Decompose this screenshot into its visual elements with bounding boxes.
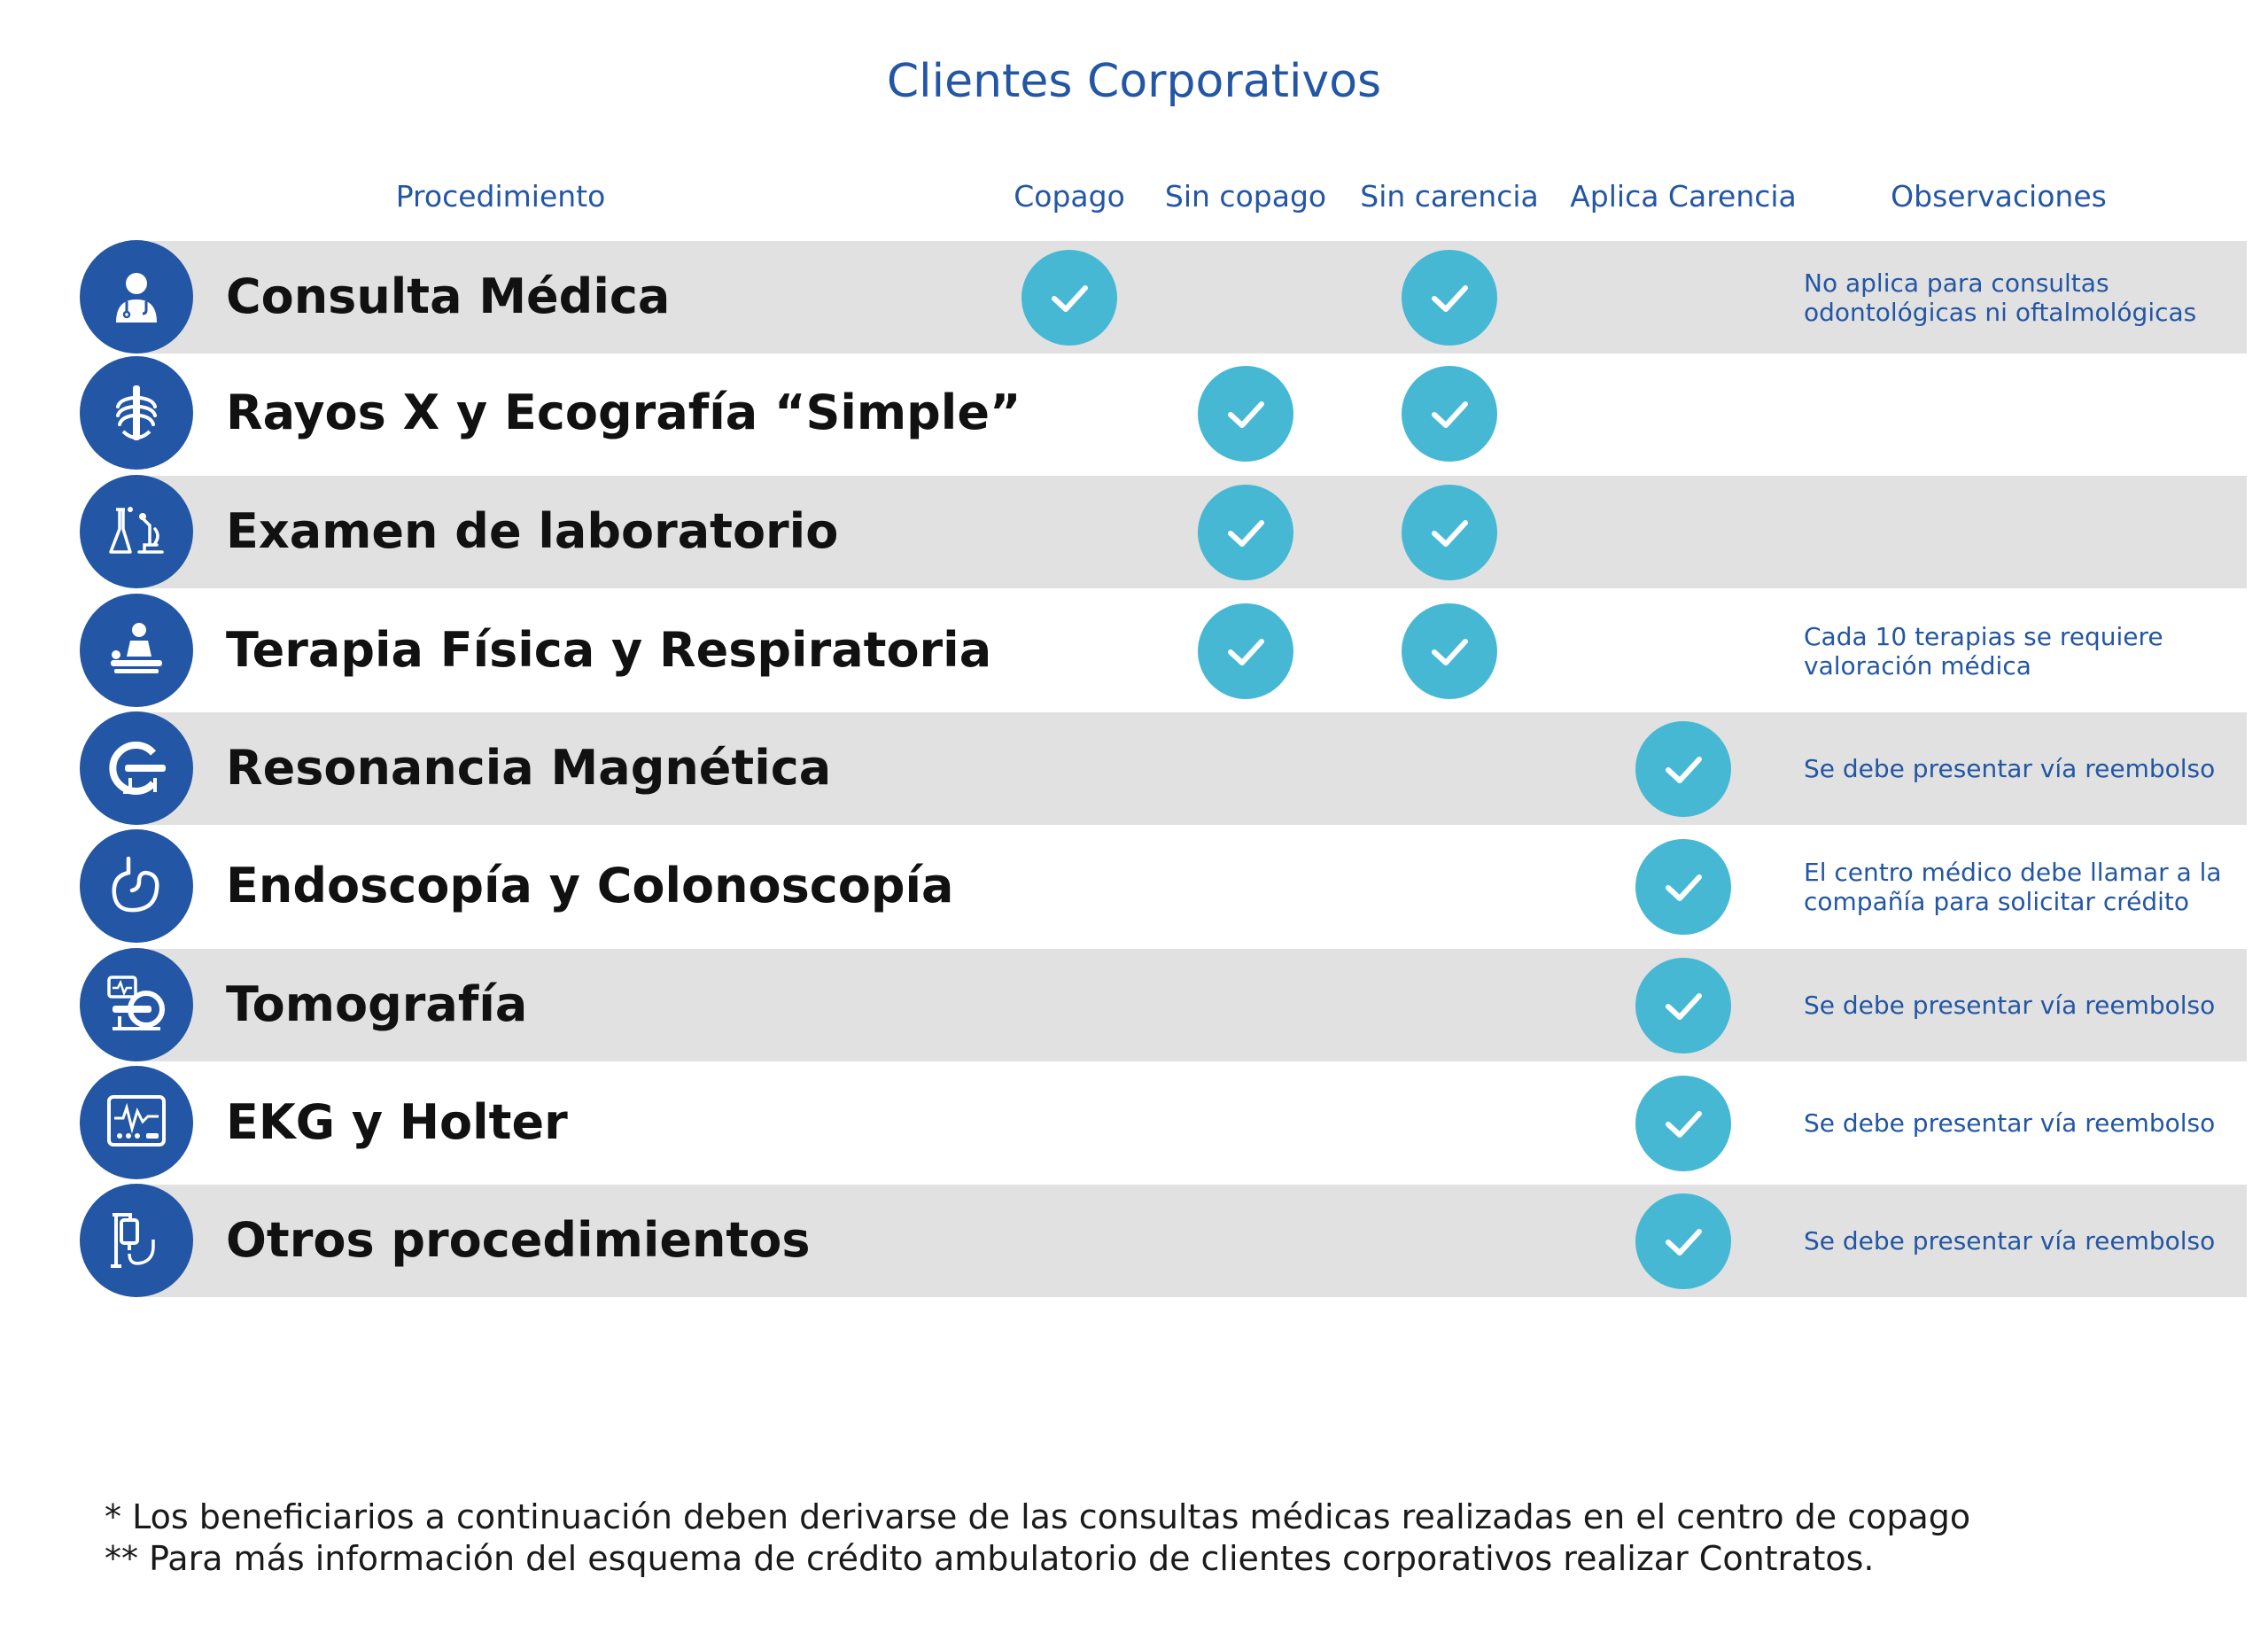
check-icon-sin-copago [1198,485,1293,580]
procedure-name: Rayos X y Ecografía “Simple” [226,385,1021,440]
procedure-name: EKG y Holter [226,1094,568,1150]
header-copago: Copago [1014,179,1125,214]
observation-text: Se debe presentar vía reembolso [1804,754,2216,783]
observation-text: Se debe presentar vía reembolso [1804,1108,2216,1138]
check-icon-sin-carencia [1402,250,1497,346]
observation-text: El centro médico debe llamar a la compañía para solicitar crédito [1804,857,2222,916]
check-icon-sin-copago [1198,603,1293,699]
mri-scanner-icon [80,711,193,825]
physical-therapy-icon [80,594,193,707]
procedure-name: Endoscopía y Colonoscopía [226,858,954,913]
observation-text: Cada 10 terapias se requiere valoración médica [1804,621,2163,680]
check-icon-sin-carencia [1402,603,1497,699]
stomach-icon [80,829,193,943]
check-icon-aplica-carencia [1635,1076,1731,1171]
footnote-1: * Los beneficiarios a continuación deben derivarse de las consultas médicas realizadas en el centro de copago [105,1497,1971,1536]
check-icon-aplica-carencia [1635,1193,1731,1289]
procedure-name: Consulta Médica [226,268,671,324]
page-title: Clientes Corporativos [886,55,1382,108]
procedure-name: Tomografía [226,976,528,1032]
check-icon-sin-copago [1198,366,1293,462]
ekg-monitor-icon [80,1066,193,1179]
header-observaciones: Observaciones [1891,179,2107,214]
iv-drip-icon [80,1184,193,1297]
doctor-icon [80,240,193,354]
check-icon-aplica-carencia [1635,721,1731,817]
observation-text: Se debe presentar vía reembolso [1804,1226,2216,1255]
procedure-name: Otros procedimientos [226,1212,811,1268]
header-sin-carencia: Sin carencia [1360,179,1539,214]
ct-scanner-icon [80,948,193,1061]
header-sin-copago: Sin copago [1164,179,1327,214]
check-icon-sin-carencia [1402,485,1497,580]
procedure-name: Resonancia Magnética [226,740,832,796]
lab-flask-microscope-icon [80,475,193,588]
footnote-2: ** Para más información del esquema de crédito ambulatorio de clientes corporativos realizar Contratos. [105,1539,1875,1578]
check-icon-aplica-carencia [1635,958,1731,1053]
procedure-name: Examen de laboratorio [226,503,839,559]
header-procedimiento: Procedimiento [395,179,606,214]
observation-text: Se debe presentar vía reembolso [1804,991,2216,1020]
procedure-name: Terapia Física y Respiratoria [226,622,992,678]
spine-xray-icon [80,356,193,470]
check-icon-aplica-carencia [1635,839,1731,935]
observation-text: No aplica para consultas odontológicas ni oftalmológicas [1804,268,2197,327]
check-icon-sin-carencia [1402,366,1497,462]
check-icon-copago [1021,250,1117,346]
header-aplica-carencia: Aplica Carencia [1570,179,1797,214]
